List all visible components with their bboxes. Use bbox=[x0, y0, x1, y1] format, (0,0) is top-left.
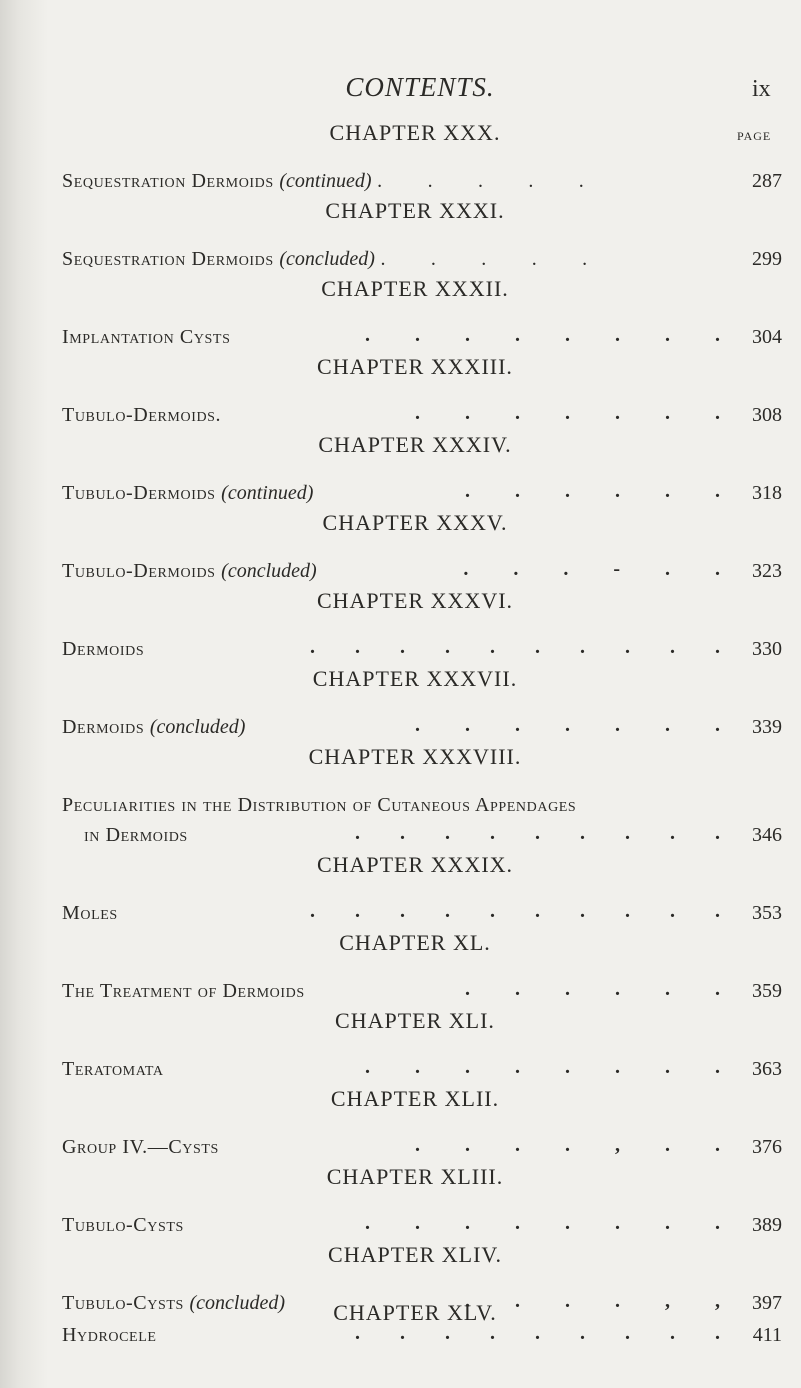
toc-line[interactable] bbox=[62, 326, 782, 354]
toc-line[interactable] bbox=[62, 1136, 782, 1164]
page-folio: ix bbox=[752, 76, 771, 102]
dot-leaders: . . . . . . . . bbox=[365, 324, 720, 346]
entry-title: Dermoids bbox=[62, 638, 145, 660]
toc-line[interactable] bbox=[62, 248, 782, 276]
toc-line[interactable] bbox=[62, 1324, 782, 1352]
toc-line[interactable] bbox=[62, 902, 782, 930]
page-number: 318 bbox=[752, 482, 782, 504]
page-number: 346 bbox=[752, 824, 782, 846]
entry-title: The Treatment of Dermoids bbox=[62, 980, 305, 1002]
page-number: 397 bbox=[752, 1292, 782, 1314]
entry-title: Hydrocele bbox=[62, 1324, 157, 1346]
page-number: 389 bbox=[752, 1214, 782, 1236]
entry-title-continuation: in Dermoids bbox=[84, 824, 188, 846]
entry-qualifier: (concluded) bbox=[221, 560, 317, 582]
chapter-heading: CHAPTER XLIV. bbox=[328, 1242, 502, 1267]
chapter-heading: CHAPTER XXXI. bbox=[325, 198, 505, 223]
chapter-heading: CHAPTER XXXIII. bbox=[317, 354, 513, 379]
dot-leaders: . . . . , , bbox=[465, 1290, 720, 1312]
dot-leaders: . . . . . . . bbox=[415, 402, 720, 424]
page-number: 339 bbox=[752, 716, 782, 738]
entry-title: Peculiarities in the Distribution of Cutaneous Appendages bbox=[62, 794, 577, 816]
entry-title: Moles bbox=[62, 902, 118, 924]
dot-leaders: . . . . . . . . . bbox=[355, 1322, 720, 1344]
chapter-heading: CHAPTER XXXVII. bbox=[312, 666, 518, 691]
chapter-heading: CHAPTER XXXIV. bbox=[318, 432, 512, 457]
chapter-heading: CHAPTER XLI. bbox=[335, 1008, 495, 1033]
entry-title-text: Tubulo-Dermoids bbox=[62, 560, 216, 582]
dot-leaders: . . . . . . bbox=[465, 480, 720, 502]
toc-line[interactable] bbox=[62, 560, 782, 588]
toc-line[interactable] bbox=[62, 482, 782, 510]
dot-leaders: . . . . . . . . bbox=[365, 1212, 720, 1234]
entry-title-text: Tubulo-Cysts bbox=[62, 1292, 184, 1314]
entry-title: Sequestration Dermoids (concluded) . . . . . bbox=[62, 248, 588, 270]
entry-qualifier: (continued) bbox=[221, 482, 314, 504]
page-number: 330 bbox=[752, 638, 782, 660]
chapter-heading: CHAPTER XL. bbox=[339, 930, 491, 955]
entry-qualifier: (concluded) bbox=[189, 1292, 285, 1314]
chapter-heading: CHAPTER XLIII. bbox=[326, 1164, 504, 1189]
entry-title-text: Dermoids bbox=[62, 716, 145, 738]
chapter-heading: CHAPTER XXXVI. bbox=[316, 588, 514, 613]
toc-line[interactable] bbox=[62, 980, 782, 1008]
chapter-heading: CHAPTER XLV. bbox=[333, 1300, 497, 1325]
entry-title bbox=[62, 560, 317, 583]
toc-line[interactable] bbox=[62, 404, 782, 432]
toc-line[interactable] bbox=[62, 170, 782, 198]
dot-leaders: . . . . . . . . . . bbox=[310, 900, 720, 922]
entry-title: Implantation Cysts bbox=[62, 326, 231, 348]
entry-title-text: Sequestration Dermoids bbox=[62, 170, 274, 192]
chapter-heading: CHAPTER XXX. bbox=[329, 120, 501, 145]
page-number: 308 bbox=[752, 404, 782, 426]
entry-title-text: Tubulo-Dermoids bbox=[62, 482, 216, 504]
toc-line[interactable] bbox=[62, 716, 782, 744]
dot-leaders: . . . . . . . bbox=[415, 714, 720, 736]
dot-leaders: . . . . . . . . bbox=[365, 1056, 720, 1078]
page-number: 363 bbox=[752, 1058, 782, 1080]
page-number: 287 bbox=[752, 170, 782, 192]
chapter-heading: CHAPTER XXXV. bbox=[322, 510, 508, 535]
entry-title: Tubulo-Cysts bbox=[62, 1214, 184, 1236]
entry-title bbox=[62, 482, 313, 505]
dot-leaders: . . . - . . bbox=[463, 558, 720, 580]
entry-title bbox=[62, 716, 245, 739]
page-number: 323 bbox=[752, 560, 782, 582]
entry-title-text: Sequestration Dermoids bbox=[62, 248, 274, 270]
entry-qualifier: (concluded) bbox=[149, 716, 246, 738]
entry-qualifier: (concluded) bbox=[279, 248, 375, 270]
chapter-heading: CHAPTER XXXIX. bbox=[316, 852, 514, 877]
page-number: 411 bbox=[752, 1324, 782, 1346]
chapter-heading: CHAPTER XXXII. bbox=[321, 276, 509, 301]
entry-title: Teratomata bbox=[62, 1058, 164, 1080]
page-number: 359 bbox=[752, 980, 782, 1002]
page-number: 376 bbox=[752, 1136, 782, 1158]
dot-leaders: . . . . , . . bbox=[415, 1134, 720, 1156]
toc-line-continuation[interactable] bbox=[62, 824, 782, 852]
page-number: 353 bbox=[752, 902, 782, 924]
running-head-title: CONTENTS. bbox=[345, 72, 495, 102]
dot-leaders: . . . . . . . . . . bbox=[310, 636, 720, 658]
page-column-label: PAGE bbox=[737, 129, 772, 143]
chapter-heading: CHAPTER XXXVIII. bbox=[308, 744, 522, 769]
dot-leaders: . . . . . . . . . bbox=[355, 822, 720, 844]
toc-line[interactable] bbox=[62, 638, 782, 666]
toc-line[interactable] bbox=[62, 1214, 782, 1242]
dot-leaders: . . . . . . bbox=[465, 978, 720, 1000]
entry-title: Group IV.—Cysts bbox=[62, 1136, 219, 1158]
chapter-heading: CHAPTER XLII. bbox=[330, 1086, 500, 1111]
page-number: 304 bbox=[752, 326, 782, 348]
entry-title: Sequestration Dermoids (continued) . . . . . bbox=[62, 170, 585, 192]
toc-line[interactable] bbox=[62, 794, 782, 822]
entry-qualifier: (continued) bbox=[279, 170, 372, 192]
page-number: 299 bbox=[752, 248, 782, 270]
entry-title: Tubulo-Dermoids. bbox=[62, 404, 222, 426]
toc-line[interactable] bbox=[62, 1058, 782, 1086]
